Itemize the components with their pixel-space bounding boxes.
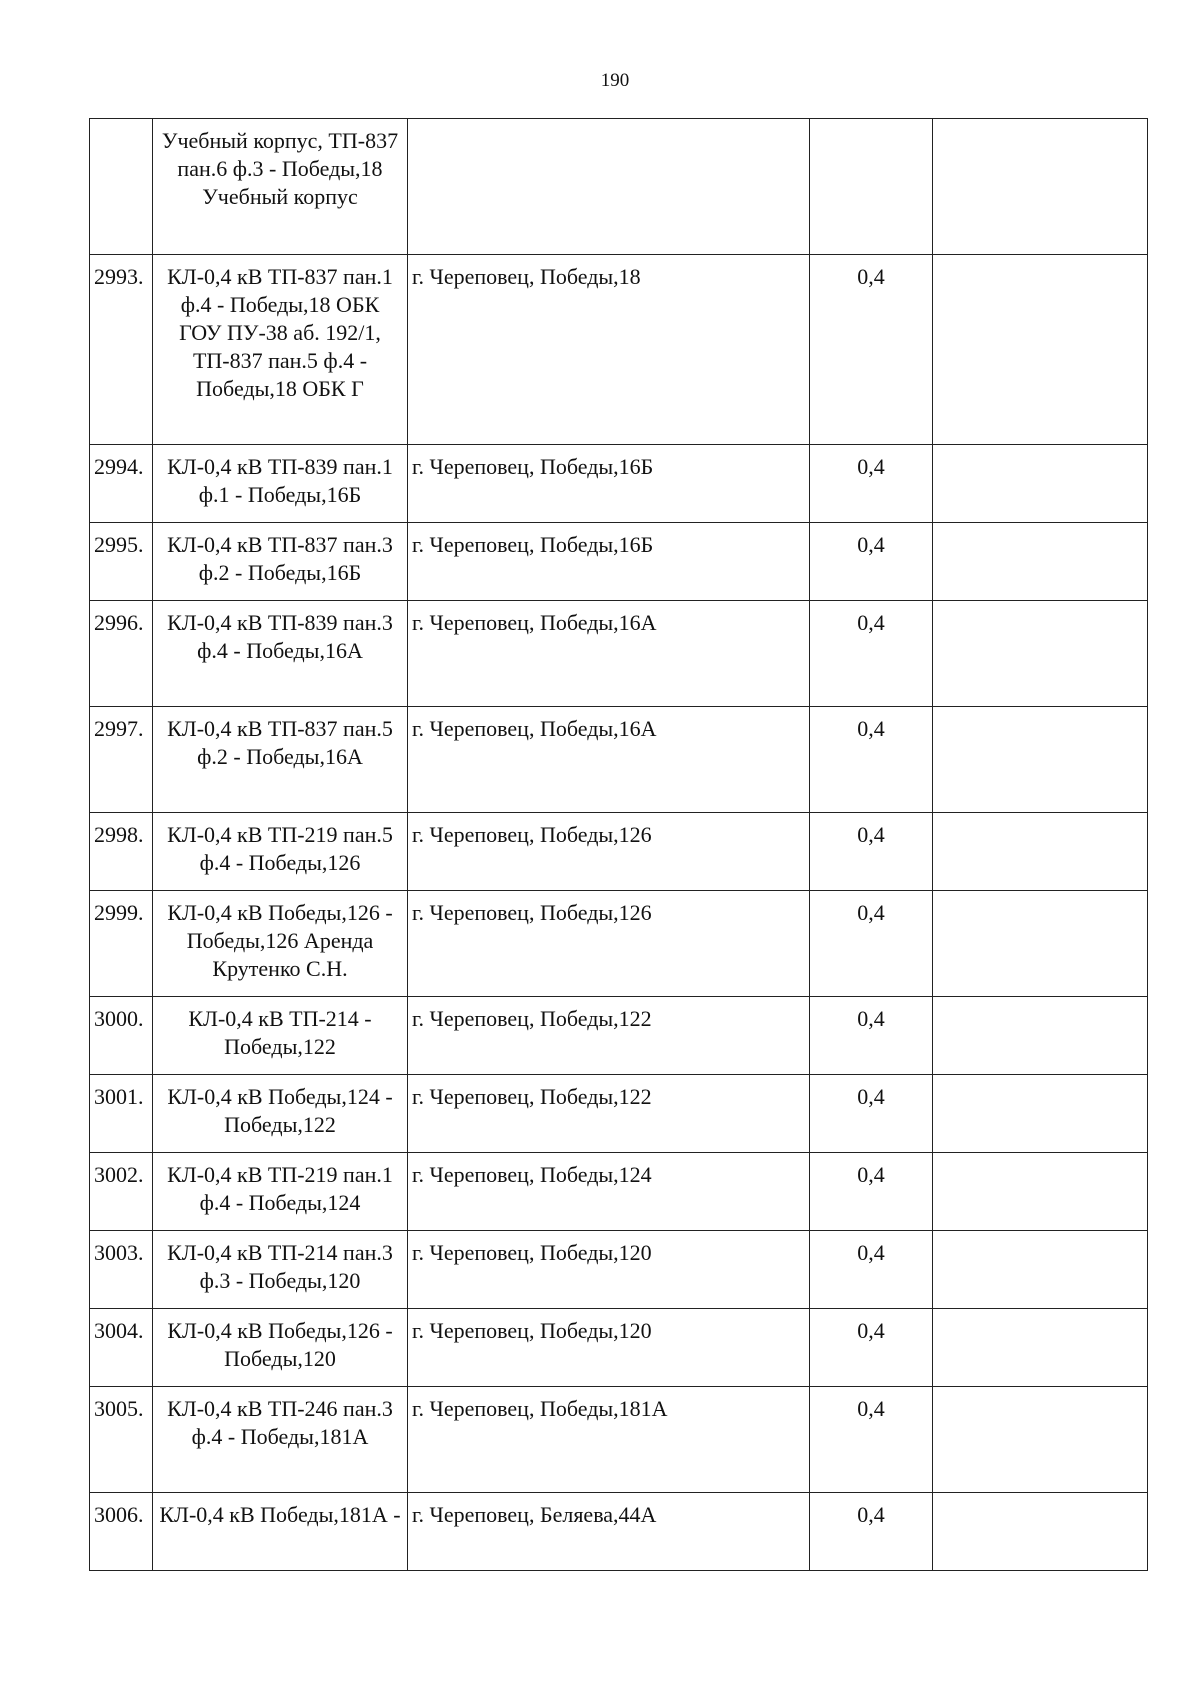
address-cell: г. Череповец, Победы,126 <box>408 813 810 891</box>
table-row <box>90 601 1148 707</box>
extra-cell <box>933 707 1148 813</box>
address-cell: г. Череповец, Победы,16Б <box>408 523 810 601</box>
row-number-cell: 2997. <box>90 707 153 813</box>
extra-cell <box>933 445 1148 523</box>
voltage-cell <box>810 119 933 255</box>
row-number-cell: 3003. <box>90 1231 153 1309</box>
address-cell: г. Череповец, Победы,122 <box>408 997 810 1075</box>
line-name-cell: КЛ-0,4 кВ ТП-837 пан.1 ф.4 - Победы,18 ОБК ГОУ ПУ-38 аб. 192/1, ТП-837 пан.5 ф.4 - Победы,18 ОБК Г <box>153 255 408 445</box>
row-number-cell: 3004. <box>90 1309 153 1387</box>
line-name-cell: КЛ-0,4 кВ Победы,126 - Победы,126 Аренда Крутенко С.Н. <box>153 891 408 997</box>
extra-cell <box>933 813 1148 891</box>
extra-cell <box>933 255 1148 445</box>
address-cell: г. Череповец, Победы,120 <box>408 1231 810 1309</box>
voltage-cell: 0,4 <box>810 1493 933 1571</box>
extra-cell <box>933 601 1148 707</box>
voltage-cell: 0,4 <box>810 997 933 1075</box>
row-number-cell: 2995. <box>90 523 153 601</box>
address-cell: г. Череповец, Победы,16А <box>408 707 810 813</box>
row-number-cell: 3000. <box>90 997 153 1075</box>
line-name-cell: КЛ-0,4 кВ Победы,126 - Победы,120 <box>153 1309 408 1387</box>
line-name-cell: Учебный корпус, ТП-837 пан.6 ф.3 - Победы,18 Учебный корпус <box>153 119 408 255</box>
voltage-cell: 0,4 <box>810 1153 933 1231</box>
voltage-cell: 0,4 <box>810 523 933 601</box>
extra-cell <box>933 891 1148 997</box>
row-number-cell: 2999. <box>90 891 153 997</box>
address-cell: г. Череповец, Победы,124 <box>408 1153 810 1231</box>
table-row <box>90 1231 1148 1309</box>
voltage-cell: 0,4 <box>810 813 933 891</box>
line-name-cell: КЛ-0,4 кВ ТП-839 пан.3 ф.4 - Победы,16А <box>153 601 408 707</box>
row-number-cell: 3002. <box>90 1153 153 1231</box>
table-row <box>90 255 1148 445</box>
voltage-cell: 0,4 <box>810 891 933 997</box>
address-cell: г. Череповец, Победы,18 <box>408 255 810 445</box>
address-cell: г. Череповец, Беляева,44А <box>408 1493 810 1571</box>
extra-cell <box>933 523 1148 601</box>
table-row <box>90 707 1148 813</box>
row-number-cell: 3005. <box>90 1387 153 1493</box>
voltage-cell: 0,4 <box>810 255 933 445</box>
address-cell <box>408 119 810 255</box>
registry-table <box>89 118 1148 1571</box>
extra-cell <box>933 1309 1148 1387</box>
address-cell: г. Череповец, Победы,181А <box>408 1387 810 1493</box>
line-name-cell: КЛ-0,4 кВ ТП-837 пан.3 ф.2 - Победы,16Б <box>153 523 408 601</box>
voltage-cell: 0,4 <box>810 1231 933 1309</box>
extra-cell <box>933 119 1148 255</box>
voltage-cell: 0,4 <box>810 601 933 707</box>
extra-cell <box>933 1075 1148 1153</box>
line-name-cell: КЛ-0,4 кВ ТП-839 пан.1 ф.1 - Победы,16Б <box>153 445 408 523</box>
line-name-cell: КЛ-0,4 кВ ТП-246 пан.3 ф.4 - Победы,181А <box>153 1387 408 1493</box>
address-cell: г. Череповец, Победы,120 <box>408 1309 810 1387</box>
extra-cell <box>933 1153 1148 1231</box>
table-row <box>90 891 1148 997</box>
line-name-cell: КЛ-0,4 кВ ТП-214 пан.3 ф.3 - Победы,120 <box>153 1231 408 1309</box>
address-cell: г. Череповец, Победы,122 <box>408 1075 810 1153</box>
line-name-cell: КЛ-0,4 кВ ТП-219 пан.1 ф.4 - Победы,124 <box>153 1153 408 1231</box>
table-row <box>90 445 1148 523</box>
voltage-cell: 0,4 <box>810 1387 933 1493</box>
row-number-cell <box>90 119 153 255</box>
line-name-cell: КЛ-0,4 кВ Победы,181А - <box>153 1493 408 1571</box>
row-number-cell: 2994. <box>90 445 153 523</box>
table-row <box>90 997 1148 1075</box>
extra-cell <box>933 1231 1148 1309</box>
table-row <box>90 1493 1148 1571</box>
row-number-cell: 3006. <box>90 1493 153 1571</box>
line-name-cell: КЛ-0,4 кВ ТП-837 пан.5 ф.2 - Победы,16А <box>153 707 408 813</box>
voltage-cell: 0,4 <box>810 445 933 523</box>
address-cell: г. Череповец, Победы,16Б <box>408 445 810 523</box>
table-row <box>90 1309 1148 1387</box>
table-row <box>90 1153 1148 1231</box>
extra-cell <box>933 1493 1148 1571</box>
voltage-cell: 0,4 <box>810 1309 933 1387</box>
row-number-cell: 2998. <box>90 813 153 891</box>
extra-cell <box>933 1387 1148 1493</box>
table-row <box>90 119 1148 255</box>
voltage-cell: 0,4 <box>810 707 933 813</box>
row-number-cell: 2996. <box>90 601 153 707</box>
extra-cell <box>933 997 1148 1075</box>
line-name-cell: КЛ-0,4 кВ ТП-214 - Победы,122 <box>153 997 408 1075</box>
voltage-cell: 0,4 <box>810 1075 933 1153</box>
table-row <box>90 523 1148 601</box>
row-number-cell: 2993. <box>90 255 153 445</box>
table-row <box>90 813 1148 891</box>
page-number: 190 <box>600 70 630 91</box>
row-number-cell: 3001. <box>90 1075 153 1153</box>
address-cell: г. Череповец, Победы,126 <box>408 891 810 997</box>
line-name-cell: КЛ-0,4 кВ ТП-219 пан.5 ф.4 - Победы,126 <box>153 813 408 891</box>
address-cell: г. Череповец, Победы,16А <box>408 601 810 707</box>
table-row <box>90 1387 1148 1493</box>
table-row <box>90 1075 1148 1153</box>
line-name-cell: КЛ-0,4 кВ Победы,124 - Победы,122 <box>153 1075 408 1153</box>
